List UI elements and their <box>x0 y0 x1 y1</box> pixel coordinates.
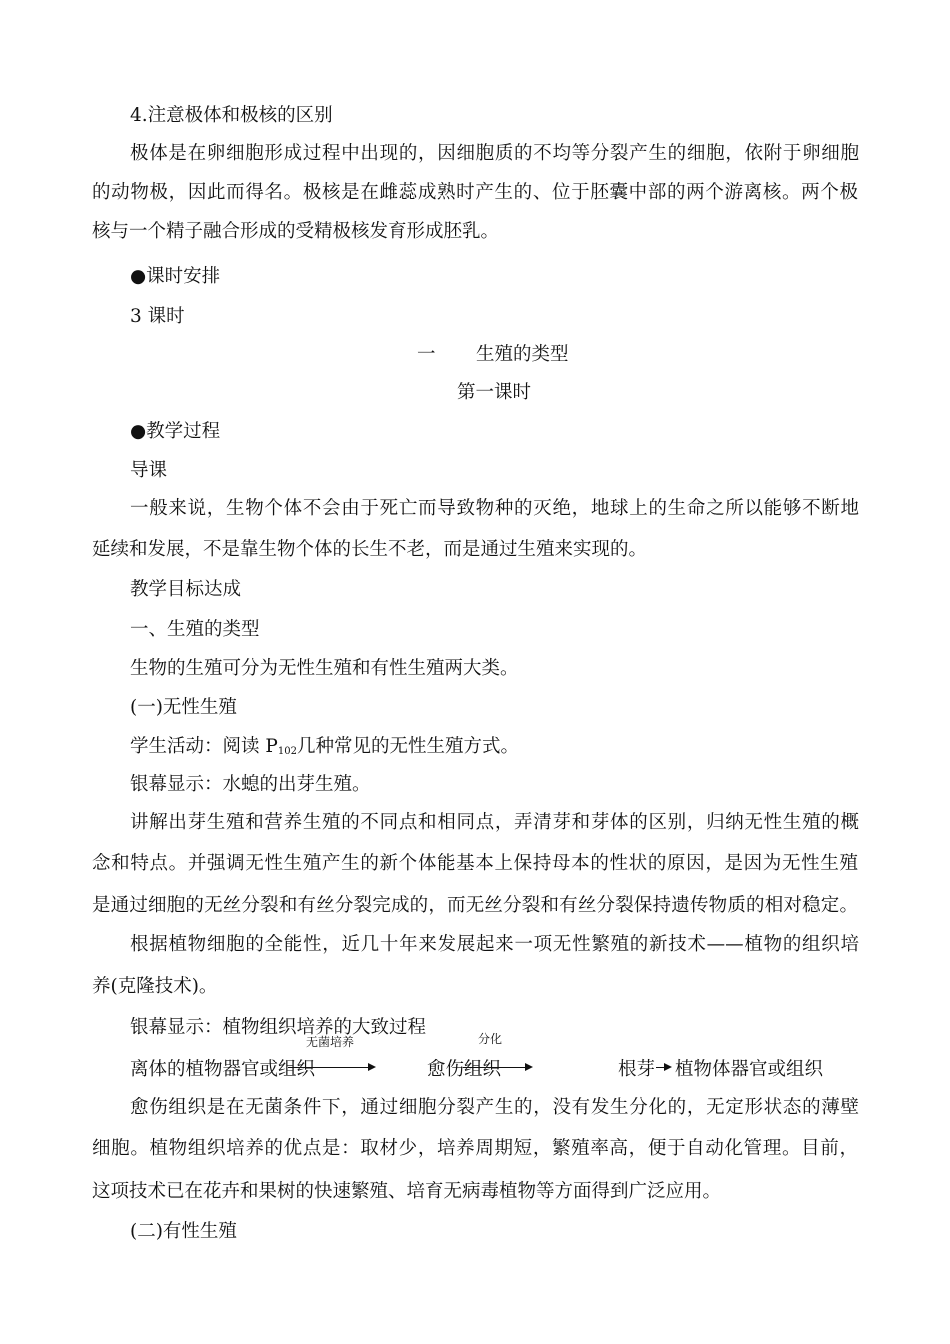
intro-heading: 导课 <box>130 460 168 481</box>
arrow-right-icon <box>368 1063 376 1071</box>
paragraph-line: 讲解出芽生殖和营养生殖的不同点和相同点，弄清芽和芽体的区别，归纳无性生殖的概 <box>130 812 859 833</box>
paragraph-line: 这项技术已在花卉和果树的快速繁殖、培育无病毒植物等方面得到广泛应用。 <box>92 1181 722 1202</box>
paragraph-line: 核与一个精子融合形成的受精极核发育形成胚乳。 <box>92 221 500 242</box>
process-heading: ●教学过程 <box>130 421 221 442</box>
tissue-culture-flow <box>130 1032 850 1085</box>
screen-display-2: 银幕显示：植物组织培养的大致过程 <box>130 1017 427 1038</box>
flow-step-organ: 离体的植物器官或组织 <box>130 1059 316 1080</box>
schedule-heading: ●课时安排 <box>130 266 221 287</box>
flow-arrow-line <box>288 1067 368 1068</box>
paragraph-line: 养(克隆技术)。 <box>92 976 218 997</box>
flow-step-root-bud: 根芽 <box>618 1059 656 1080</box>
goal-heading: 教学目标达成 <box>130 579 242 600</box>
paragraph-line: 愈伤组织是在无菌条件下，通过细胞分裂产生的，没有发生分化的，无定形状态的薄壁 <box>130 1097 859 1118</box>
type-heading: 一、生殖的类型 <box>130 619 260 640</box>
screen-display-1: 银幕显示：水螅的出芽生殖。 <box>130 774 371 795</box>
lesson-title: 第一课时 <box>457 382 532 403</box>
student-activity-post: 几种常见的无性生殖方式。 <box>296 736 519 757</box>
sexual-heading: (二)有性生殖 <box>130 1221 237 1242</box>
section-heading: 4.注意极体和极核的区别 <box>130 105 333 126</box>
flow-arrow-line <box>463 1067 525 1068</box>
paragraph-line: 延续和发展，不是靠生物个体的长生不老，而是通过生殖来实现的。 <box>92 539 648 560</box>
student-activity-pre: 学生活动：阅读 P <box>130 736 278 757</box>
flow-step-plant: 植物体器官或组织 <box>675 1059 824 1080</box>
paragraph-line: 的动物极，因此而得名。极核是在雌蕊成熟时产生的、位于胚囊中部的两个游离核。两个极 <box>92 182 858 203</box>
paragraph-line: 一般来说，生物个体不会由于死亡而导致物种的灭绝，地球上的生命之所以能够不断地 <box>130 498 859 519</box>
flow-label-sterile: 无菌培养 <box>306 1035 355 1049</box>
paragraph-line: 细胞。植物组织培养的优点是：取材少，培养周期短，繁殖率高，便于自动化管理。目前， <box>92 1138 858 1159</box>
paragraph-line: 是通过细胞的无丝分裂和有丝分裂完成的，而无丝分裂和有丝分裂保持遗传物质的相对稳定。 <box>92 895 858 916</box>
chapter-number: 一 <box>417 344 436 365</box>
page-subscript: 102 <box>277 746 297 757</box>
arrow-right-icon <box>664 1063 672 1071</box>
student-activity <box>130 735 519 764</box>
paragraph-line: 念和特点。并强调无性生殖产生的新个体能基本上保持母本的性状的原因，是因为无性生殖 <box>92 853 858 874</box>
flow-label-differentiation: 分化 <box>478 1032 503 1046</box>
arrow-right-icon <box>525 1063 533 1071</box>
chapter-title: 生殖的类型 <box>476 344 569 365</box>
paragraph-line: 生物的生殖可分为无性生殖和有性生殖两大类。 <box>130 658 519 679</box>
asexual-heading: (一)无性生殖 <box>130 697 237 718</box>
schedule-value: 3 课时 <box>130 306 185 327</box>
paragraph-line: 根据植物细胞的全能性，近几十年来发展起来一项无性繁殖的新技术——植物的组织培 <box>130 934 859 955</box>
paragraph-line: 极体是在卵细胞形成过程中出现的，因细胞质的不均等分裂产生的细胞，依附于卵细胞 <box>130 143 859 164</box>
flow-step-callus: 愈伤组织 <box>427 1059 502 1080</box>
